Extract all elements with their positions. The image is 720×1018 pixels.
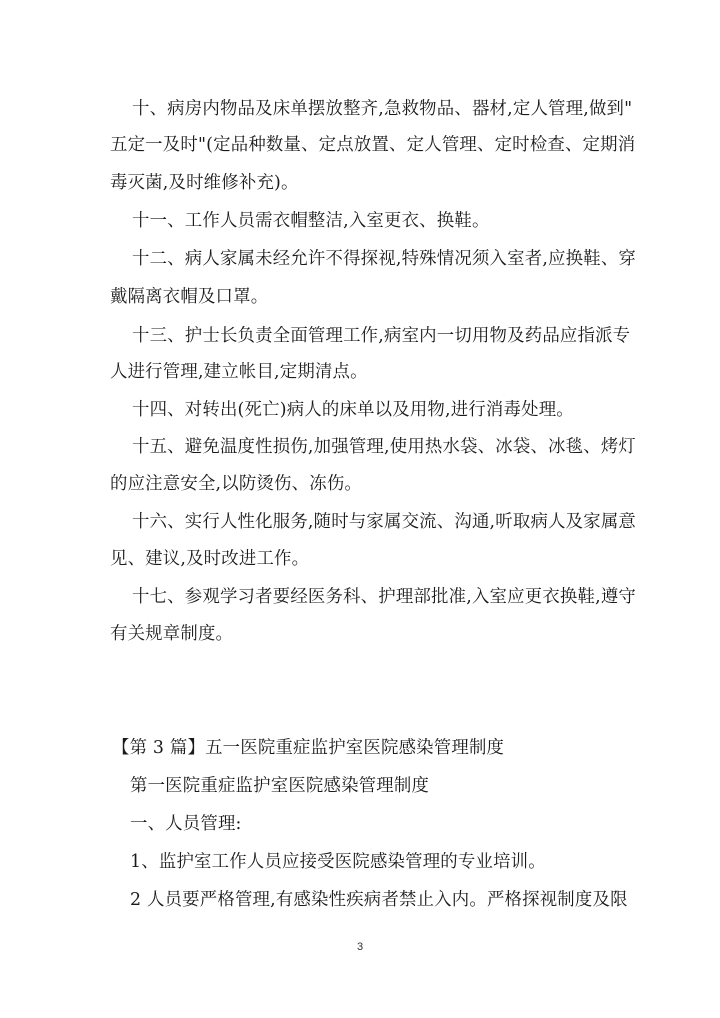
paragraph-10-line-3: 毒灭菌,及时维修补充)。 [110,173,299,193]
paragraph-13-line-1: 十三、护士长负责全面管理工作,病室内一切用物及药品应指派专 [132,326,631,346]
paragraph-10-line-1: 十、病房内物品及床单摆放整齐,急救物品、器材,定人管理,做到" [132,99,633,119]
paragraph-14: 十四、对转出(死亡)病人的床单以及用物,进行消毒处理。 [132,400,574,420]
subsection-heading: 一、人员管理: [130,814,242,834]
paragraph-15-line-2: 的应注意安全,以防烫伤、冻伤。 [110,474,362,494]
paragraph-13-line-2: 人进行管理,建立帐目,定期清点。 [110,362,368,382]
section-title: 第一医院重症监护室医院感染管理制度 [130,776,430,796]
rule-item-1: 1、监护室工作人员应接受医院感染管理的专业培训。 [130,852,546,872]
paragraph-12-line-1: 十二、病人家属未经允许不得探视,特殊情况须入室者,应换鞋、穿 [132,249,636,269]
paragraph-16-line-2: 见、建议,及时改进工作。 [110,549,310,569]
paragraph-17-line-1: 十七、参观学习者要经医务科、护理部批准,入室应更衣换鞋,遵守 [132,587,636,607]
paragraph-17-line-2: 有关规章制度。 [110,624,234,644]
paragraph-12-line-2: 戴隔离衣帽及口罩。 [110,287,269,307]
paragraph-15-line-1: 十五、避免温度性损伤,加强管理,使用热水袋、冰袋、冰毯、烤灯 [132,437,636,457]
paragraph-11: 十一、工作人员需衣帽整洁,入室更衣、换鞋。 [132,211,490,231]
section-heading: 【第 3 篇】五一医院重症监护室医院感染管理制度 [112,738,505,758]
paragraph-10-line-2: 五定一及时"(定品种数量、定点放置、定人管理、定时检查、定期消 [110,135,636,155]
paragraph-16-line-1: 十六、实行人性化服务,随时与家属交流、沟通,听取病人及家属意 [132,512,636,532]
rule-item-2: 2 人员要严格管理,有感染性疾病者禁止入内。严格探视制度及限 [130,890,628,910]
page-number: 3 [356,941,364,953]
